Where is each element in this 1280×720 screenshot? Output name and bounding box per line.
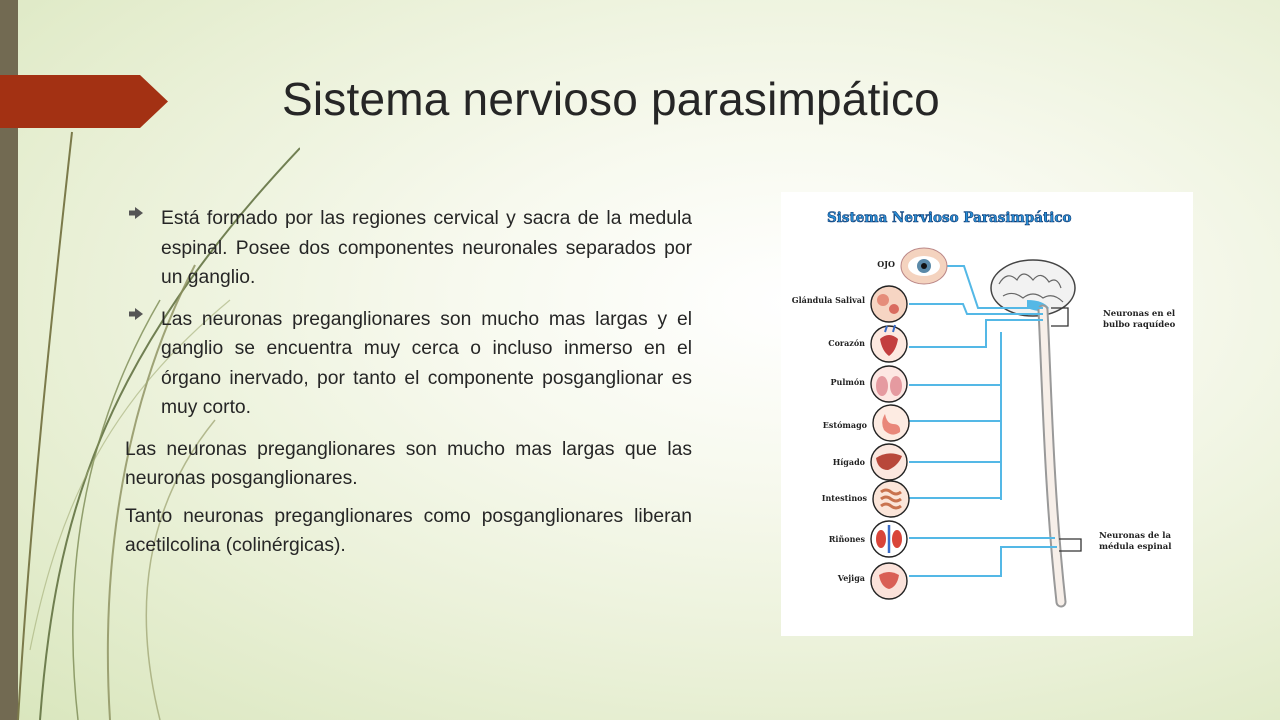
bullet-text: Está formado por las regiones cervical y sacra de la medula espinal. Posee dos componentes neuronales separados por un ganglio. xyxy=(161,208,692,288)
organ-label: OJO xyxy=(877,259,895,269)
diagram-title: Sistema Nervioso Parasimpático xyxy=(827,210,1072,226)
organ-label: Riñones xyxy=(828,534,865,544)
salivary-gland-icon xyxy=(871,286,907,322)
bullet-item xyxy=(125,204,692,293)
paragraph: Las neuronas preganglionares son mucho mas largas que las neuronas posganglionares. xyxy=(125,438,692,489)
label-bulbo-line1: Neuronas en el xyxy=(1103,309,1176,319)
slide-content xyxy=(125,204,692,569)
spinal-cord xyxy=(1043,310,1061,602)
organ-label: Estómago xyxy=(822,420,867,430)
bladder-icon xyxy=(871,563,907,599)
intestines-icon xyxy=(873,481,909,517)
bullet-text: Las neuronas preganglionares son mucho mas largas y el ganglio se encuentra muy cerca o incluso inmerso en el órgano inervado, por tanto el componente posganglionar es muy corto. xyxy=(161,308,692,418)
kidney-icon xyxy=(871,521,907,557)
heart-icon xyxy=(871,325,907,362)
label-medula-line2: médula espinal xyxy=(1099,542,1172,552)
stomach-icon xyxy=(873,405,909,441)
organ-label: Intestinos xyxy=(821,493,867,503)
parasympathetic-diagram xyxy=(781,192,1193,636)
lung-icon xyxy=(871,366,907,402)
liver-icon xyxy=(871,444,907,480)
organ-label: Pulmón xyxy=(830,377,865,387)
label-medula-line1: Neuronas de la xyxy=(1099,531,1171,541)
eye-icon xyxy=(901,248,947,284)
organ-label: Glándula Salival xyxy=(791,295,865,305)
organ-label: Corazón xyxy=(828,338,865,348)
title-arrow-accent xyxy=(0,75,168,128)
slide-title: Sistema nervioso parasimpático xyxy=(282,73,940,125)
organ-label: Hígado xyxy=(832,457,865,467)
label-bulbo-line2: bulbo raquídeo xyxy=(1103,320,1176,330)
organ-label: Vejiga xyxy=(837,573,865,583)
bullet-item xyxy=(125,305,692,423)
paragraph: Tanto neuronas preganglionares como posganglionares liberan acetilcolina (colinérgicas). xyxy=(125,505,692,556)
arrow-bullet-icon xyxy=(129,207,143,219)
arrow-bullet-icon xyxy=(129,308,143,320)
